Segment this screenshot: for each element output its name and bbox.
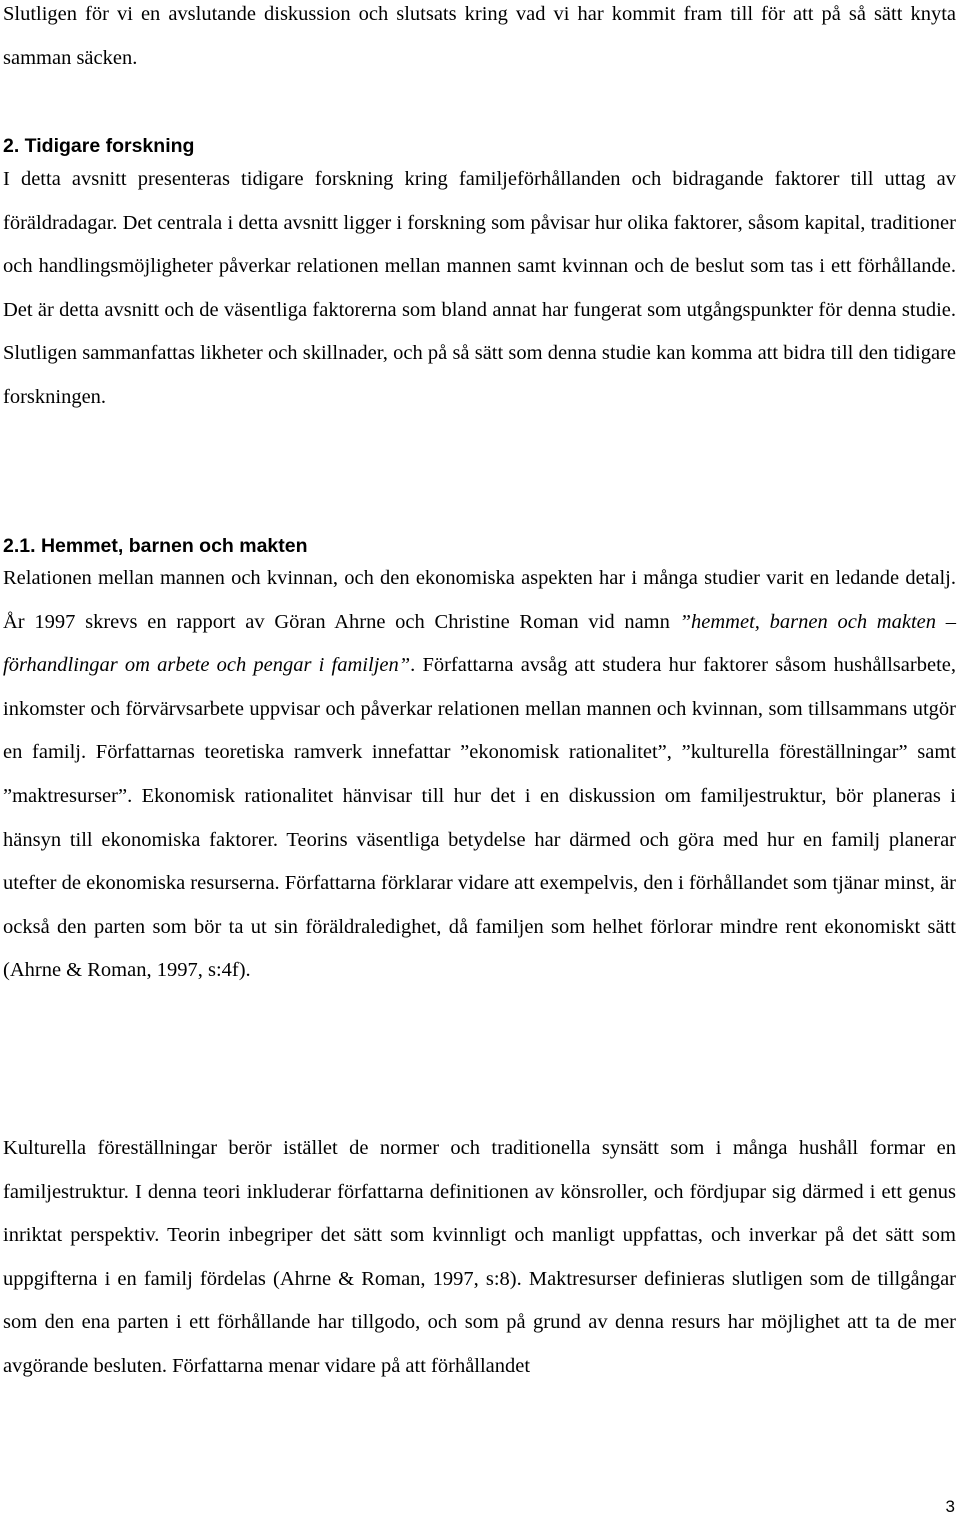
section-2-1-paragraph-2: Kulturella föreställningar berör istället de normer och traditionella synsätt som i många hushåll formar en familjestruktur. I denna teori inkluderar författarna definitionen av könsroller, och fördjupar sig därmed i ett genus inriktat perspektiv. Teorin inbegriper det sätt som kvinnligt och manligt uppfattas, och inverkar på det sätt som uppgifterna i en familj fördelas (Ahrne & Roman, 1997, s:8). Maktresurser definieras slutligen som de tillgångar som den ena parten i ett förhållande har tillgodo, och som på grund av denna resurs har möjlighet att ta de mer avgörande besluten. Författarna menar vidare på att förhållandet	[3, 1137, 956, 1377]
intro-paragraph: Slutligen för vi en avslutande diskussion och slutsats kring vad vi har kommit fram till för att på så sätt knyta samman säcken.	[3, 3, 956, 69]
section-heading-hemmet-barnen-och-makten: 2.1. Hemmet, barnen och makten	[3, 535, 308, 557]
page-number: 3	[945, 1497, 955, 1516]
section-heading-tidigare-forskning: 2. Tidigare forskning	[3, 135, 195, 157]
paragraph-text: Relationen mellan mannen och kvinnan, och den ekonomiska aspekten har i många studier varit en ledande detalj. År 1997 skrevs en rapport av Göran Ahrne och Christine Roman vid namn	[3, 567, 956, 633]
section-2-paragraph: I detta avsnitt presenteras tidigare forskning kring familjeförhållanden och bidragande faktorer till uttag av föräldradagar. Det centrala i detta avsnitt ligger i forskning som påvisar hur olika faktorer, såsom kapital, traditioner och handlingsmöjligheter påverkar relationen mellan mannen samt kvinnan och de beslut som tas i ett förhållande. Det är detta avsnitt och de väsentliga faktorerna som bland annat har fungerat som utgångspunkter för denna studie. Slutligen sammanfattas likheter och skillnader, och på så sätt som denna studie kan komma att bidra till den tidigare forskningen.	[3, 168, 956, 408]
report-title: ”hemmet, barnen och makten – förhandlingar om arbete och pengar i familjen”	[3, 610, 956, 677]
paragraph-text: . Författarna avsåg att studera hur faktorer såsom hushållsarbete, inkomster och förvärvsarbete uppvisar och påverkar relationen mellan mannen och kvinnan, som tillsammans utgör en familj. Författarnas teoretiska ramverk innefattar ”ekonomisk rationalitet”, ”kulturella föreställningar” samt ”maktresurser”. Ekonomisk rationalitet hänvisar till hur det i en diskussion om familjestruktur, bör planeras i hänsyn till ekonomiska faktorer. Teorins väsentliga betydelse har därmed och göra med hur en familj planerar utefter de ekonomiska resurserna. Författarna förklarar vidare att exempelvis, den i förhållandet som tjänar minst, är också den parten som bör ta ut sin föräldraledighet, då familjen som helhet förlorar mindre rent ekonomiskt sätt (Ahrne & Roman, 1997, s:4f).	[3, 654, 956, 982]
section-2-1-paragraph-1	[3, 557, 956, 993]
